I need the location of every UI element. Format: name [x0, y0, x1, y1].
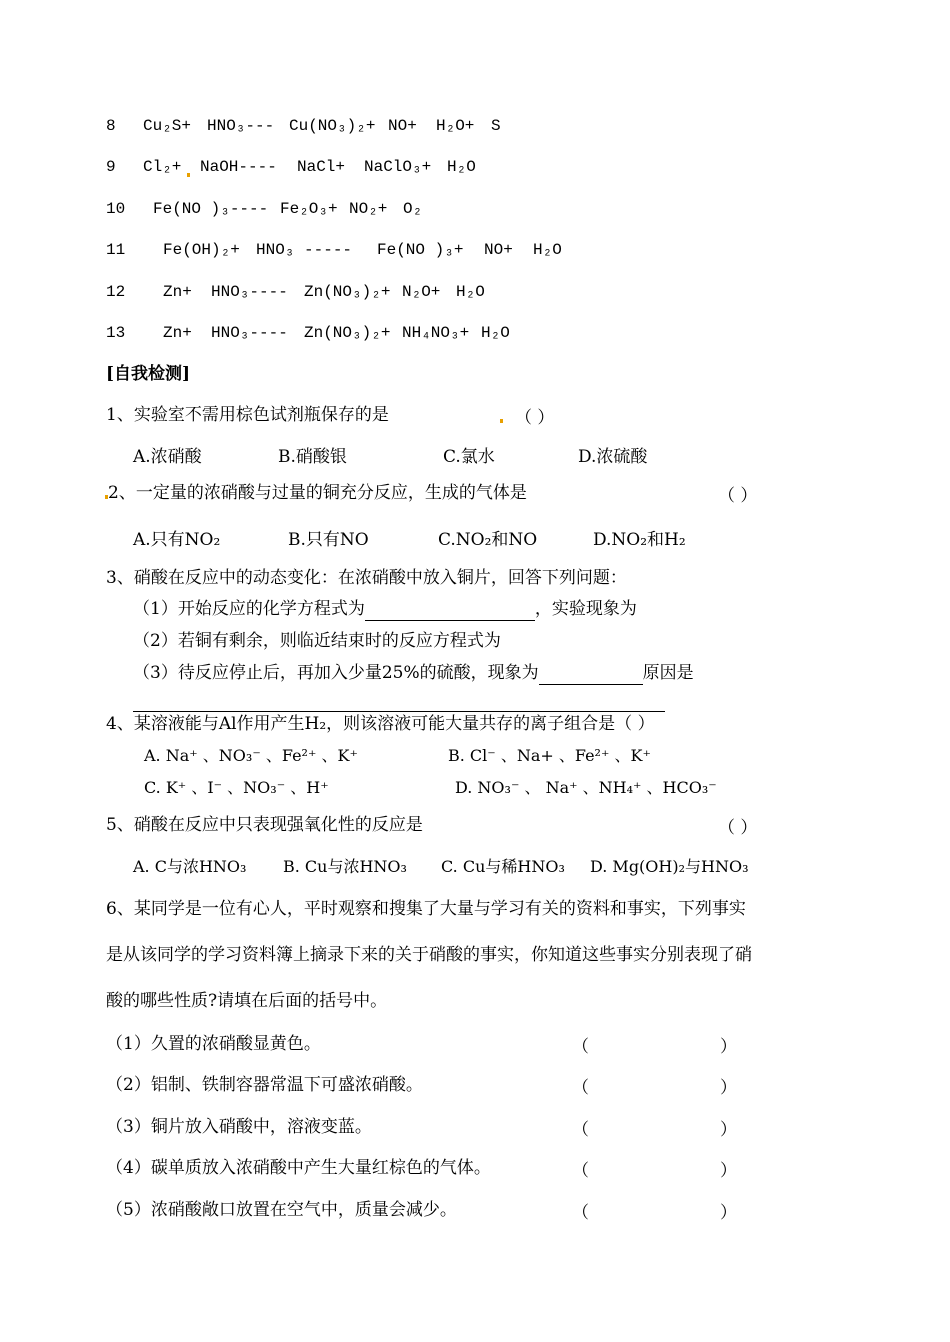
eq-term: H₂O+ — [436, 117, 475, 135]
list-item: （5）浓硝酸敞口放置在空气中，质量会减少。 — [106, 1200, 457, 1220]
answer-paren-right[interactable]: ） — [720, 1120, 737, 1140]
eq-term: H₂O — [456, 283, 485, 301]
eq-term: Fe(NO )₃+ — [377, 241, 464, 259]
answer-parenthesis: （ ） — [718, 818, 758, 838]
option-d: D.浓硫酸 — [578, 447, 648, 467]
eq-term: Zn(NO₃)₂+ — [304, 324, 391, 342]
answer-blank[interactable] — [365, 602, 535, 621]
answer-paren-left[interactable]: （ — [572, 1203, 589, 1223]
question-6-line-2: 是从该同学的学习资料簿上摘录下来的关于硝酸的事实，你知道这些事实分别表现了硝 — [106, 945, 752, 965]
option-b: B. Cl⁻ 、Na+ 、Fe²⁺ 、K⁺ — [448, 746, 651, 765]
option-b: B.硝酸银 — [278, 447, 347, 467]
eq-term: Fe(OH)₂+ — [163, 241, 240, 259]
question-3-part-1 — [133, 597, 637, 621]
eq-term: Zn+ — [163, 283, 192, 301]
answer-paren-left[interactable]: （ — [572, 1120, 589, 1140]
option-a: A. C与浓HNO₃ — [133, 857, 247, 876]
option-c: C. K⁺ 、I⁻ 、NO₃⁻ 、H⁺ — [144, 778, 329, 797]
question-2-stem: 2、一定量的浓硝酸与过量的铜充分反应，生成的气体是 — [108, 483, 527, 503]
eq-term: H₂O — [481, 324, 510, 342]
answer-paren-left[interactable]: （ — [572, 1161, 589, 1181]
part-3-text-2: 原因是 — [642, 663, 694, 683]
list-item: （4）碳单质放入浓硝酸中产生大量红棕色的气体。 — [106, 1158, 491, 1178]
option-a: A.只有NO₂ — [133, 530, 221, 550]
eq-term: Fe(NO )₃---- — [153, 200, 269, 218]
question-1-stem: 1、实验室不需用棕色试剂瓶保存的是 — [106, 405, 389, 425]
eq-term: HNO₃---- — [211, 283, 288, 301]
eq-term: HNO₃ ----- — [256, 241, 353, 259]
option-a: A. Na⁺ 、NO₃⁻ 、Fe²⁺ 、K⁺ — [144, 746, 358, 765]
eq-term: Zn(NO₃)₂+ — [304, 283, 391, 301]
eq-term: NO₂+ — [349, 200, 388, 218]
eq-term: Zn+ — [163, 324, 192, 342]
question-6-line-3: 酸的哪些性质?请填在后面的括号中。 — [106, 991, 388, 1011]
eq-term: H₂O — [533, 241, 562, 259]
option-c: C. Cu与稀HNO₃ — [441, 857, 565, 876]
part-3-text: （3）待反应停止后，再加入少量25%的硫酸，现象为 — [133, 663, 539, 683]
eq-term: H₂O — [447, 158, 476, 176]
option-d: D. NO₃⁻ 、 Na⁺ 、NH₄⁺ 、HCO₃⁻ — [455, 778, 717, 797]
answer-paren-right[interactable]: ） — [720, 1037, 737, 1057]
option-d: D.NO₂和H₂ — [593, 530, 686, 550]
equation-13 — [0, 321, 950, 345]
eq-term: S — [491, 117, 501, 135]
equation-8 — [0, 114, 950, 138]
eq-term: HNO₃--- — [207, 117, 275, 135]
equation-9 — [0, 155, 950, 179]
part-1-text-2: ，实验现象为 — [534, 599, 637, 619]
question-3-stem: 3、硝酸在反应中的动态变化：在浓硝酸中放入铜片，回答下列问题： — [106, 568, 627, 588]
eq-number: 11 — [106, 241, 126, 259]
eq-term: HNO₃---- — [211, 324, 288, 342]
eq-number: 12 — [106, 283, 126, 301]
eq-term: N₂O+ — [402, 283, 441, 301]
question-3-part-3 — [133, 661, 694, 685]
answer-paren-right[interactable]: ） — [720, 1078, 737, 1098]
eq-term: NaCl+ — [297, 158, 346, 176]
section-title: [自我检测] — [106, 364, 191, 384]
eq-term: Fe₂O₃+ — [280, 200, 338, 218]
option-c: C.NO₂和NO — [438, 530, 538, 550]
eq-number: 9 — [106, 158, 116, 176]
answer-blank[interactable] — [539, 666, 643, 685]
option-d: D. Mg(OH)₂与HNO₃ — [590, 857, 749, 876]
eq-term: NO+ — [388, 117, 417, 135]
option-b: B. Cu与浓HNO₃ — [283, 857, 407, 876]
equation-10 — [0, 197, 950, 221]
answer-paren-left[interactable]: （ — [572, 1078, 589, 1098]
eq-term: Cl₂+ — [143, 158, 182, 176]
list-item: （1）久置的浓硝酸显黄色。 — [106, 1034, 321, 1054]
question-5-stem: 5、硝酸在反应中只表现强氧化性的反应是 — [106, 815, 423, 835]
answer-parenthesis: （ ） — [718, 486, 758, 506]
question-6-line-1: 6、某同学是一位有心人，平时观察和搜集了大量与学习有关的资料和事实，下列事实 — [106, 899, 746, 919]
equation-11 — [0, 238, 950, 262]
eq-term: O₂ — [403, 200, 423, 218]
eq-term: NH₄NO₃+ — [402, 324, 470, 342]
eq-number: 10 — [106, 200, 126, 218]
equation-12 — [0, 280, 950, 304]
list-item: （2）铝制、铁制容器常温下可盛浓硝酸。 — [106, 1075, 423, 1095]
highlight-mark — [187, 173, 190, 177]
list-item: （3）铜片放入硝酸中，溶液变蓝。 — [106, 1117, 372, 1137]
highlight-mark — [500, 419, 503, 423]
answer-parenthesis: （ ） — [515, 408, 555, 428]
eq-number: 8 — [106, 117, 116, 135]
option-c: C.氯水 — [443, 447, 495, 467]
question-3-part-2: （2）若铜有剩余，则临近结束时的反应方程式为 — [133, 631, 501, 651]
eq-term: Cu(NO₃)₂+ — [289, 117, 376, 135]
eq-term: Cu₂S+ — [143, 117, 192, 135]
part-1-text: （1）开始反应的化学方程式为 — [133, 599, 365, 619]
option-b: B.只有NO — [288, 530, 369, 550]
eq-term: NO+ — [484, 241, 513, 259]
question-4-stem: 4、某溶液能与Al作用产生H₂，则该溶液可能大量共存的离子组合是（ ） — [106, 714, 655, 734]
option-a: A.浓硝酸 — [133, 447, 202, 467]
answer-paren-right[interactable]: ） — [720, 1161, 737, 1181]
eq-term: NaOH---- — [200, 158, 277, 176]
answer-paren-left[interactable]: （ — [572, 1037, 589, 1057]
answer-paren-right[interactable]: ） — [720, 1203, 737, 1223]
eq-number: 13 — [106, 324, 126, 342]
eq-term: NaClO₃+ — [364, 158, 432, 176]
